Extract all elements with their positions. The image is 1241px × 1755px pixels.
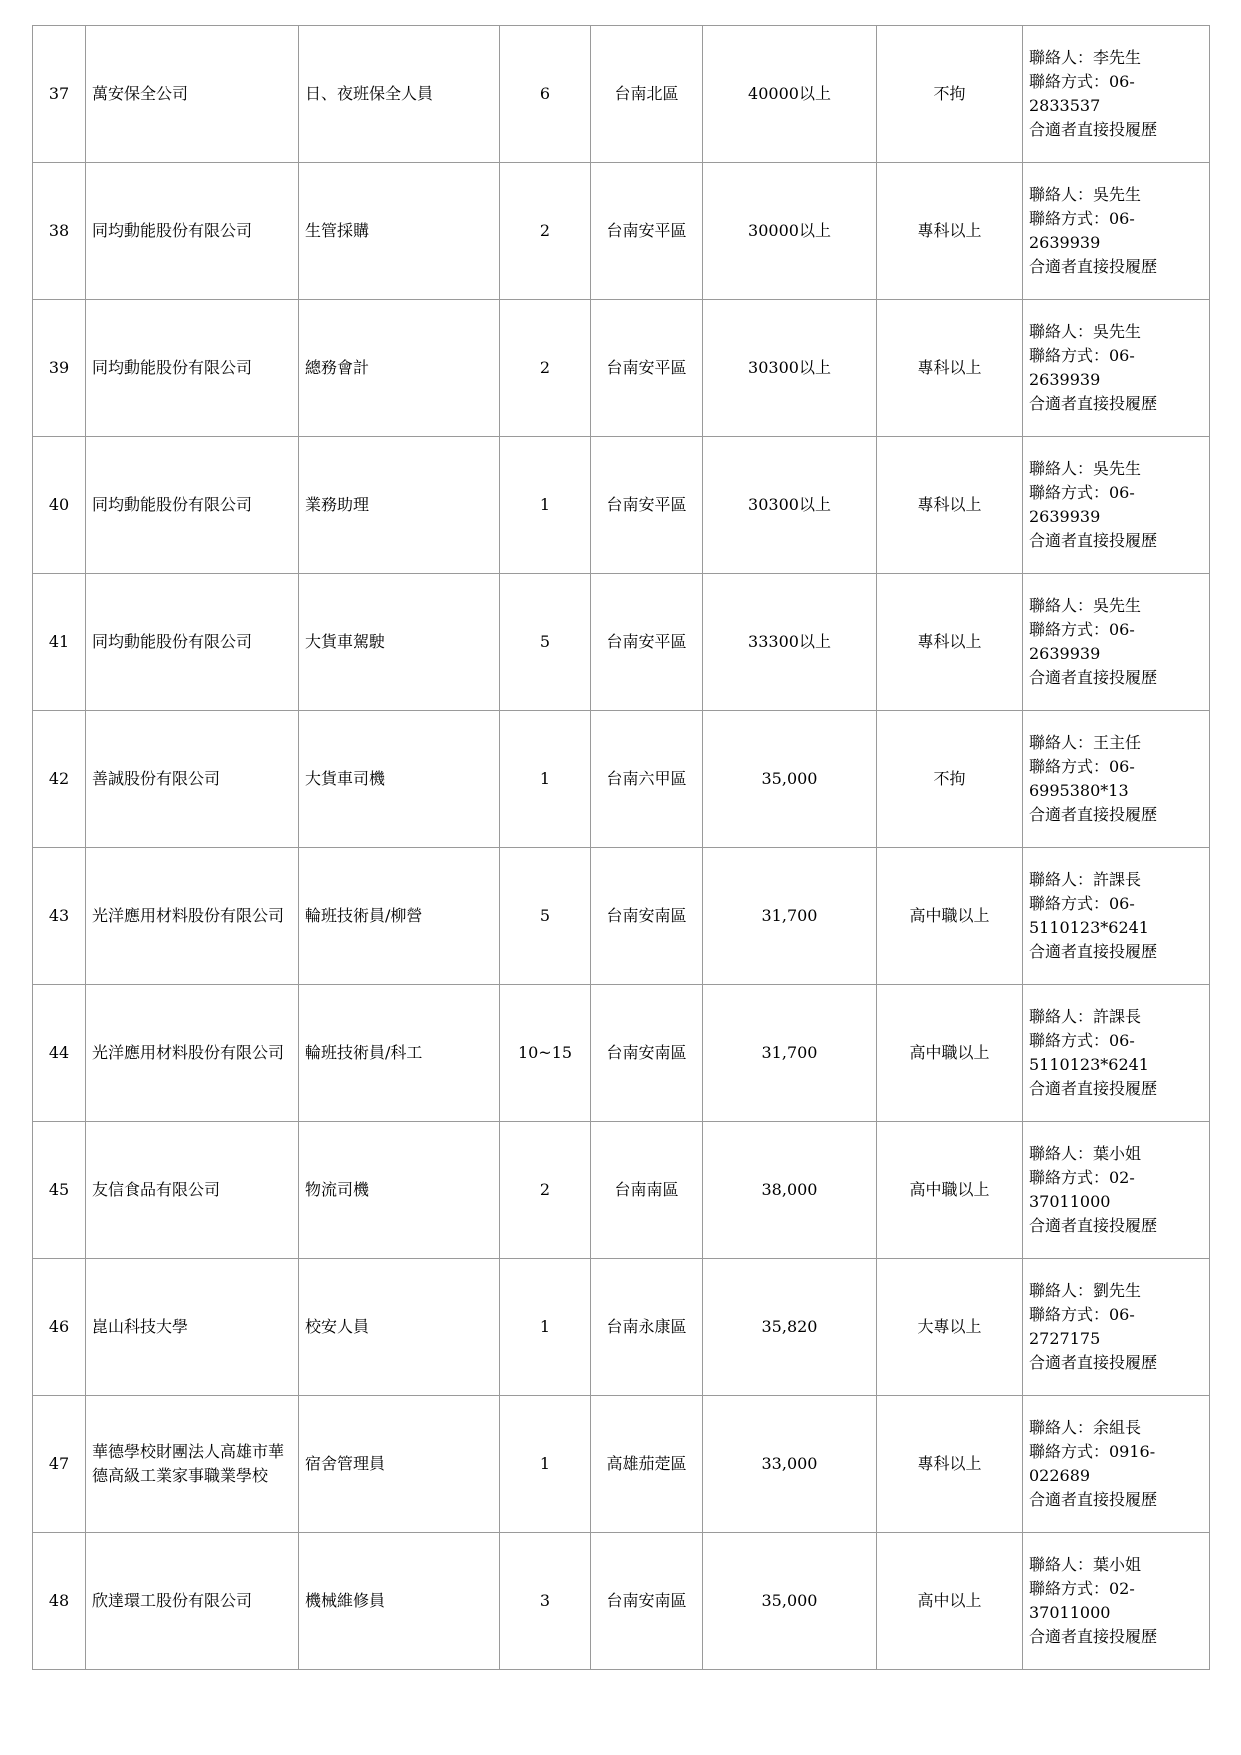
work-area: 台南安南區 [606,1043,687,1062]
work-area-cell [591,848,703,985]
row-number-cell [33,163,86,300]
contact-line: 聯絡方式：06- [1029,72,1135,91]
job-title: 大貨車司機 [305,769,386,788]
row-number: 45 [48,1180,70,1199]
company-name-cell [86,1533,299,1670]
education-requirement-cell [877,1259,1023,1396]
contact-line: 聯絡人：李先生 [1029,48,1142,67]
company-name: 崑山科技大學 [92,1317,189,1336]
education-requirement: 高中職以上 [909,1043,990,1062]
row-number: 40 [48,495,70,514]
contact-line: 聯絡方式：06- [1029,894,1135,913]
salary-cell [703,437,877,574]
education-requirement-cell [877,437,1023,574]
education-requirement-cell [877,1122,1023,1259]
education-requirement-cell [877,985,1023,1122]
headcount-cell [500,300,591,437]
education-requirement-cell [877,1396,1023,1533]
headcount-cell [500,574,591,711]
job-title-cell [299,26,500,163]
row-number: 48 [48,1591,70,1610]
contact-line: 37011000 [1029,1192,1111,1211]
contact-info-cell [1023,437,1210,574]
job-title-cell [299,1396,500,1533]
education-requirement: 大專以上 [917,1317,982,1336]
row-number: 44 [48,1043,70,1062]
work-area: 台南安南區 [606,906,687,925]
salary-cell [703,300,877,437]
company-name: 同均動能股份有限公司 [92,358,253,377]
company-name: 光洋應用材料股份有限公司 [92,1043,285,1062]
contact-line: 聯絡人：吳先生 [1029,185,1142,204]
contact-line: 聯絡人：許課長 [1029,870,1142,889]
headcount-cell [500,437,591,574]
education-requirement: 專科以上 [917,1454,982,1473]
job-title-cell [299,300,500,437]
contact-line: 合適者直接投履歷 [1029,120,1158,139]
work-area-cell [591,26,703,163]
company-name: 同均動能股份有限公司 [92,632,253,651]
headcount: 2 [539,1180,551,1199]
company-name-cell [86,1396,299,1533]
education-requirement-cell [877,711,1023,848]
job-title: 物流司機 [305,1180,370,1199]
work-area: 高雄茄萣區 [606,1454,687,1473]
job-title: 日、夜班保全人員 [305,84,434,103]
contact-line: 合適者直接投履歷 [1029,1216,1158,1235]
work-area-cell [591,985,703,1122]
contact-info-cell [1023,1533,1210,1670]
job-title-cell [299,163,500,300]
company-name: 同均動能股份有限公司 [92,495,253,514]
contact-info-cell [1023,985,1210,1122]
work-area: 台南六甲區 [606,769,687,788]
company-name-cell [86,163,299,300]
contact-line: 合適者直接投履歷 [1029,531,1158,550]
headcount-cell [500,711,591,848]
contact-line: 聯絡方式：02- [1029,1579,1135,1598]
company-name: 善誠股份有限公司 [92,769,221,788]
company-name: 同均動能股份有限公司 [92,221,253,240]
work-area: 台南安南區 [606,1591,687,1610]
contact-line: 合適者直接投履歷 [1029,668,1158,687]
contact-line: 合適者直接投履歷 [1029,394,1158,413]
row-number-cell [33,300,86,437]
table-row [33,848,1210,985]
job-title: 宿舍管理員 [305,1454,386,1473]
contact-line: 合適者直接投履歷 [1029,1353,1158,1372]
table-row [33,1533,1210,1670]
education-requirement-cell [877,26,1023,163]
row-number-cell [33,1259,86,1396]
headcount-cell [500,985,591,1122]
contact-info-cell [1023,1259,1210,1396]
education-requirement: 不拘 [933,84,966,103]
job-title-cell [299,1122,500,1259]
contact-line: 5110123*6241 [1029,918,1149,937]
headcount: 10~15 [517,1043,573,1062]
salary: 35,000 [761,1591,818,1610]
headcount: 5 [539,906,551,925]
table-row [33,985,1210,1122]
headcount: 3 [539,1591,551,1610]
table-row [33,300,1210,437]
contact-line: 合適者直接投履歷 [1029,1079,1158,1098]
row-number: 41 [48,632,70,651]
headcount: 1 [539,1317,551,1336]
salary: 30300以上 [748,495,831,514]
contact-info-cell [1023,163,1210,300]
contact-line: 聯絡人：吳先生 [1029,322,1142,341]
company-name-cell [86,574,299,711]
row-number-cell [33,26,86,163]
salary: 33,000 [761,1454,818,1473]
contact-line: 聯絡人：許課長 [1029,1007,1142,1026]
education-requirement-cell [877,300,1023,437]
table-row [33,1396,1210,1533]
company-name-cell [86,985,299,1122]
headcount-cell [500,848,591,985]
company-name-cell [86,1259,299,1396]
contact-line: 合適者直接投履歷 [1029,942,1158,961]
salary: 31,700 [761,1043,818,1062]
row-number-cell [33,985,86,1122]
job-rows [33,26,1210,1670]
table-row [33,574,1210,711]
education-requirement: 高中以上 [917,1591,982,1610]
table-row [33,163,1210,300]
work-area: 台南安平區 [606,495,687,514]
headcount-cell [500,26,591,163]
contact-line: 合適者直接投履歷 [1029,257,1158,276]
education-requirement-cell [877,848,1023,985]
row-number-cell [33,848,86,985]
company-name-cell [86,300,299,437]
company-name-cell [86,26,299,163]
job-title: 大貨車駕駛 [305,632,386,651]
headcount-cell [500,1533,591,1670]
contact-info-cell [1023,1122,1210,1259]
work-area-cell [591,574,703,711]
contact-line: 聯絡人：葉小姐 [1029,1144,1142,1163]
salary: 35,820 [761,1317,818,1336]
education-requirement: 專科以上 [917,632,982,651]
work-area-cell [591,163,703,300]
company-name-cell [86,848,299,985]
work-area: 台南安平區 [606,221,687,240]
company-name-cell [86,711,299,848]
company-name: 光洋應用材料股份有限公司 [92,906,285,925]
headcount: 2 [539,221,551,240]
table-row [33,26,1210,163]
salary-cell [703,1396,877,1533]
contact-line: 022689 [1029,1466,1091,1485]
contact-line: 2639939 [1029,507,1101,526]
job-title: 業務助理 [305,495,370,514]
contact-line: 聯絡人：余組長 [1029,1418,1142,1437]
row-number-cell [33,711,86,848]
contact-line: 聯絡方式：06- [1029,620,1135,639]
job-title-cell [299,437,500,574]
education-requirement: 專科以上 [917,358,982,377]
row-number-cell [33,1396,86,1533]
job-title: 校安人員 [305,1317,370,1336]
salary-cell [703,1259,877,1396]
work-area-cell [591,300,703,437]
contact-line: 聯絡方式：0916- [1029,1442,1156,1461]
contact-line: 合適者直接投履歷 [1029,1627,1158,1646]
row-number: 37 [48,84,70,103]
work-area-cell [591,1533,703,1670]
salary-cell [703,26,877,163]
headcount: 2 [539,358,551,377]
salary-cell [703,985,877,1122]
contact-info-cell [1023,26,1210,163]
table-row [33,1259,1210,1396]
salary-cell [703,848,877,985]
job-title-cell [299,711,500,848]
job-title-cell [299,1533,500,1670]
contact-info-cell [1023,574,1210,711]
salary-cell [703,574,877,711]
contact-line: 37011000 [1029,1603,1111,1622]
headcount: 1 [539,495,551,514]
company-name-cell [86,437,299,574]
education-requirement-cell [877,1533,1023,1670]
job-title-cell [299,574,500,711]
work-area-cell [591,711,703,848]
education-requirement: 專科以上 [917,495,982,514]
company-name: 華德學校財團法人高雄市華德高級工業家事職業學校 [92,1442,285,1485]
salary-cell [703,711,877,848]
salary-cell [703,163,877,300]
row-number-cell [33,1533,86,1670]
contact-line: 聯絡方式：06- [1029,483,1135,502]
job-title-cell [299,985,500,1122]
headcount-cell [500,1122,591,1259]
contact-line: 聯絡人：王主任 [1029,733,1142,752]
contact-line: 2833537 [1029,96,1101,115]
contact-line: 2639939 [1029,644,1101,663]
contact-info-cell [1023,300,1210,437]
salary: 40000以上 [748,84,831,103]
contact-info-cell [1023,711,1210,848]
company-name: 萬安保全公司 [92,84,189,103]
salary: 30300以上 [748,358,831,377]
headcount-cell [500,163,591,300]
contact-line: 2639939 [1029,233,1101,252]
contact-line: 6995380*13 [1029,781,1129,800]
education-requirement: 高中職以上 [909,906,990,925]
education-requirement: 不拘 [933,769,966,788]
row-number: 47 [48,1454,70,1473]
contact-line: 聯絡方式：06- [1029,1031,1135,1050]
work-area: 台南南區 [614,1180,679,1199]
work-area: 台南永康區 [606,1317,687,1336]
salary: 31,700 [761,906,818,925]
job-title-cell [299,1259,500,1396]
job-title-cell [299,848,500,985]
row-number-cell [33,1122,86,1259]
headcount-cell [500,1396,591,1533]
contact-line: 2727175 [1029,1329,1101,1348]
work-area: 台南安平區 [606,632,687,651]
row-number-cell [33,437,86,574]
row-number-cell [33,574,86,711]
salary-cell [703,1122,877,1259]
contact-info-cell [1023,848,1210,985]
company-name: 欣達環工股份有限公司 [92,1591,253,1610]
table-row [33,1122,1210,1259]
job-title: 輪班技術員/科工 [305,1043,423,1062]
headcount: 6 [539,84,551,103]
contact-line: 聯絡人：葉小姐 [1029,1555,1142,1574]
table-row [33,711,1210,848]
contact-line: 聯絡方式：06- [1029,209,1135,228]
company-name-cell [86,1122,299,1259]
contact-line: 聯絡方式：06- [1029,346,1135,365]
row-number: 39 [48,358,70,377]
salary: 38,000 [761,1180,818,1199]
job-title: 輪班技術員/柳營 [305,906,423,925]
work-area-cell [591,437,703,574]
work-area: 台南安平區 [606,358,687,377]
job-title: 總務會計 [305,358,370,377]
row-number: 43 [48,906,70,925]
contact-line: 聯絡方式：06- [1029,1305,1135,1324]
row-number: 42 [48,769,70,788]
table-row [33,437,1210,574]
work-area-cell [591,1396,703,1533]
education-requirement: 專科以上 [917,221,982,240]
salary: 30000以上 [748,221,831,240]
salary-cell [703,1533,877,1670]
contact-line: 聯絡人：吳先生 [1029,596,1142,615]
contact-info-cell [1023,1396,1210,1533]
contact-line: 聯絡方式：06- [1029,757,1135,776]
education-requirement-cell [877,163,1023,300]
job-title: 機械維修員 [305,1591,386,1610]
education-requirement: 高中職以上 [909,1180,990,1199]
job-title: 生管採購 [305,221,370,240]
headcount-cell [500,1259,591,1396]
salary: 33300以上 [748,632,831,651]
headcount: 1 [539,1454,551,1473]
contact-line: 合適者直接投履歷 [1029,1490,1158,1509]
contact-line: 2639939 [1029,370,1101,389]
education-requirement-cell [877,574,1023,711]
contact-line: 聯絡人：吳先生 [1029,459,1142,478]
headcount: 1 [539,769,551,788]
job-listing-table [32,25,1210,1670]
headcount: 5 [539,632,551,651]
row-number: 46 [48,1317,70,1336]
work-area-cell [591,1122,703,1259]
work-area: 台南北區 [614,84,679,103]
contact-line: 聯絡人：劉先生 [1029,1281,1142,1300]
salary: 35,000 [761,769,818,788]
contact-line: 合適者直接投履歷 [1029,805,1158,824]
work-area-cell [591,1259,703,1396]
contact-line: 聯絡方式：02- [1029,1168,1135,1187]
contact-line: 5110123*6241 [1029,1055,1149,1074]
row-number: 38 [48,221,70,240]
company-name: 友信食品有限公司 [92,1180,221,1199]
